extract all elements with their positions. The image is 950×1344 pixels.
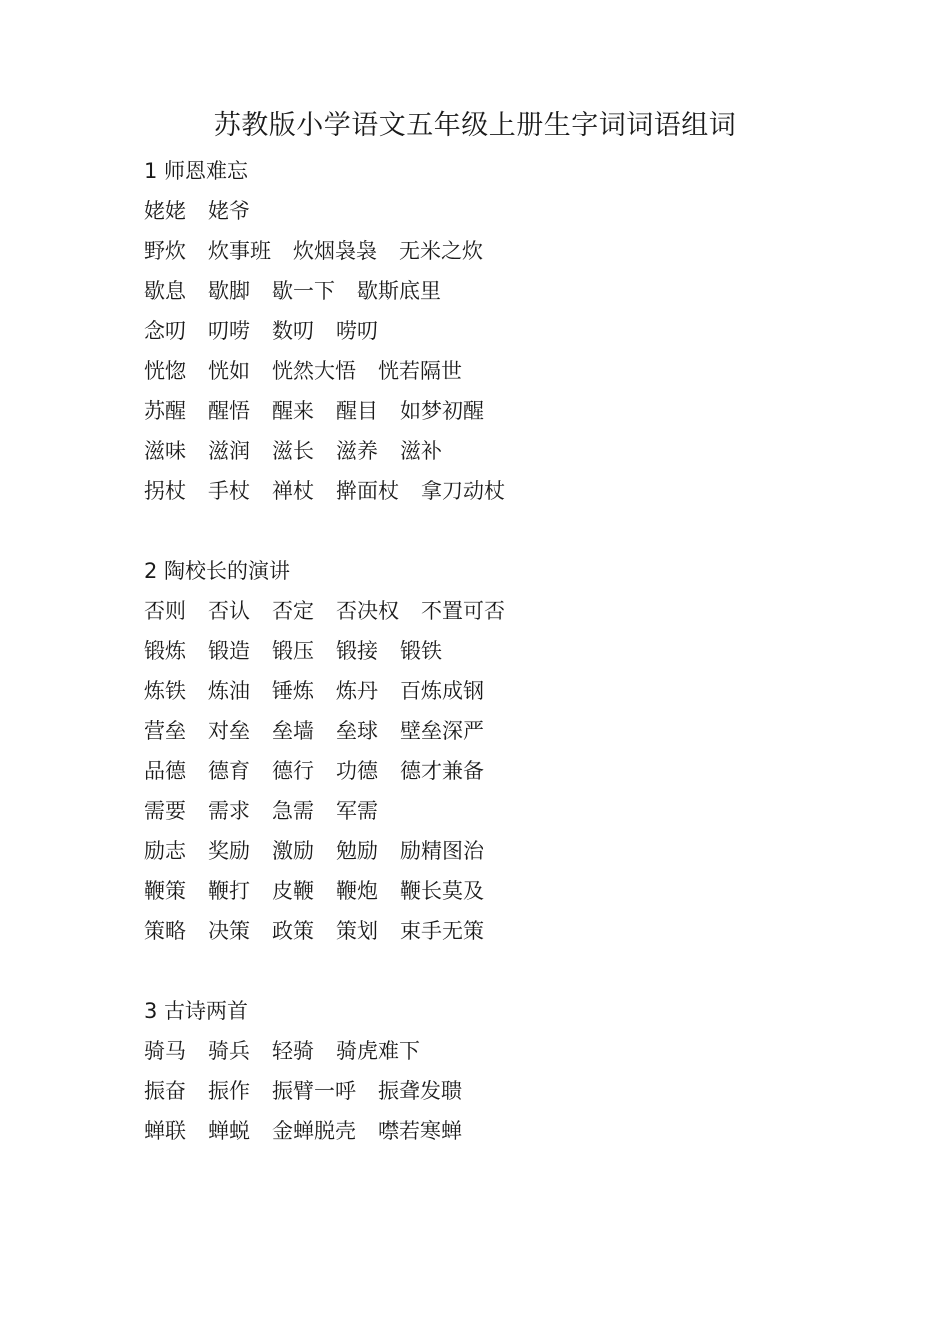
vocab-word: 营垒 [144,719,186,743]
vocab-word: 否决权 [336,599,399,623]
vocab-word: 恍惚 [144,359,186,383]
vocab-word: 姥姥 [144,199,186,223]
vocab-word: 急需 [272,799,314,823]
vocab-word: 鞭长莫及 [400,879,484,903]
word-row [144,191,864,231]
word-row [144,871,864,911]
word-row [144,1071,864,1111]
vocab-word: 炊事班 [208,239,271,263]
vocab-word: 滋养 [336,439,378,463]
document-title: 苏教版小学语文五年级上册生字词词语组词 [213,110,737,141]
vocab-word: 姥爷 [208,199,250,223]
word-row [144,671,864,711]
vocab-word: 滋补 [400,439,442,463]
lesson-section [144,551,864,951]
vocab-word: 锻接 [336,639,378,663]
vocab-word: 鞭炮 [336,879,378,903]
vocab-word: 德育 [208,759,250,783]
vocab-word: 锻炼 [144,639,186,663]
vocab-word: 德行 [272,759,314,783]
vocab-word: 品德 [144,759,186,783]
vocab-word: 炼丹 [336,679,378,703]
lesson-heading: 3 古诗两首 [144,999,249,1023]
vocab-word: 叨唠 [208,319,250,343]
vocab-word: 手杖 [208,479,250,503]
vocab-word: 野炊 [144,239,186,263]
vocab-word: 需求 [208,799,250,823]
vocab-word: 振臂一呼 [272,1079,356,1103]
vocab-word: 擀面杖 [336,479,399,503]
vocab-word: 振作 [208,1079,250,1103]
vocab-word: 振聋发聩 [378,1079,462,1103]
vocab-word: 锻压 [272,639,314,663]
word-row [144,591,864,631]
vocab-word: 振奋 [144,1079,186,1103]
vocab-word: 噤若寒蝉 [378,1119,462,1143]
vocab-word: 禅杖 [272,479,314,503]
vocab-word: 炼油 [208,679,250,703]
vocab-word: 骑兵 [208,1039,250,1063]
vocab-word: 滋长 [272,439,314,463]
vocab-word: 拿刀动杖 [421,479,505,503]
vocab-word: 励志 [144,839,186,863]
vocab-word: 醒目 [336,399,378,423]
vocab-word: 政策 [272,919,314,943]
vocab-word: 锻铁 [400,639,442,663]
vocab-word: 滋润 [208,439,250,463]
word-row [144,391,864,431]
lesson-section [144,151,864,511]
vocab-word: 奖励 [208,839,250,863]
vocab-word: 否认 [208,599,250,623]
document-content [144,151,864,1151]
vocab-word: 勉励 [336,839,378,863]
vocab-word: 鞭策 [144,879,186,903]
vocab-word: 歇脚 [208,279,250,303]
vocab-word: 滋味 [144,439,186,463]
word-row [144,911,864,951]
vocab-word: 歇一下 [272,279,335,303]
vocab-word: 束手无策 [400,919,484,943]
vocab-word: 激励 [272,839,314,863]
vocab-word: 醒来 [272,399,314,423]
vocab-word: 歇息 [144,279,186,303]
vocab-word: 垒球 [336,719,378,743]
word-row [144,471,864,511]
vocab-word: 唠叨 [336,319,378,343]
vocab-word: 需要 [144,799,186,823]
vocab-word: 醒悟 [208,399,250,423]
vocab-word: 锤炼 [272,679,314,703]
vocab-word: 轻骑 [272,1039,314,1063]
word-row [144,711,864,751]
vocab-word: 恍若隔世 [378,359,462,383]
word-row [144,791,864,831]
vocab-word: 励精图治 [400,839,484,863]
vocab-word: 德才兼备 [400,759,484,783]
vocab-word: 策略 [144,919,186,943]
vocab-word: 皮鞭 [272,879,314,903]
vocab-word: 如梦初醒 [400,399,484,423]
vocab-word: 蝉蜕 [208,1119,250,1143]
word-row [144,1111,864,1151]
vocab-word: 骑马 [144,1039,186,1063]
vocab-word: 对垒 [208,719,250,743]
lesson-heading: 2 陶校长的演讲 [144,559,291,583]
word-row [144,271,864,311]
vocab-word: 歇斯底里 [357,279,441,303]
word-row [144,351,864,391]
vocab-word: 百炼成钢 [400,679,484,703]
vocab-word: 金蝉脱壳 [272,1119,356,1143]
word-row [144,631,864,671]
word-row [144,431,864,471]
word-row [144,831,864,871]
vocab-word: 鞭打 [208,879,250,903]
vocab-word: 决策 [208,919,250,943]
vocab-word: 垒墙 [272,719,314,743]
word-row [144,1031,864,1071]
word-row [144,311,864,351]
vocab-word: 苏醒 [144,399,186,423]
vocab-word: 锻造 [208,639,250,663]
vocab-word: 炊烟袅袅 [293,239,377,263]
word-row [144,751,864,791]
vocab-word: 恍然大悟 [272,359,356,383]
vocab-word: 恍如 [208,359,250,383]
vocab-word: 拐杖 [144,479,186,503]
vocab-word: 念叨 [144,319,186,343]
vocab-word: 军需 [336,799,378,823]
vocab-word: 否定 [272,599,314,623]
vocab-word: 功德 [336,759,378,783]
vocab-word: 骑虎难下 [336,1039,420,1063]
vocab-word: 炼铁 [144,679,186,703]
vocab-word: 壁垒深严 [400,719,484,743]
word-row [144,231,864,271]
lesson-heading: 1 师恩难忘 [144,159,249,183]
lesson-section [144,991,864,1151]
vocab-word: 策划 [336,919,378,943]
vocab-word: 否则 [144,599,186,623]
vocab-word: 无米之炊 [399,239,483,263]
vocab-word: 不置可否 [421,599,505,623]
vocab-word: 蝉联 [144,1119,186,1143]
vocab-word: 数叨 [272,319,314,343]
